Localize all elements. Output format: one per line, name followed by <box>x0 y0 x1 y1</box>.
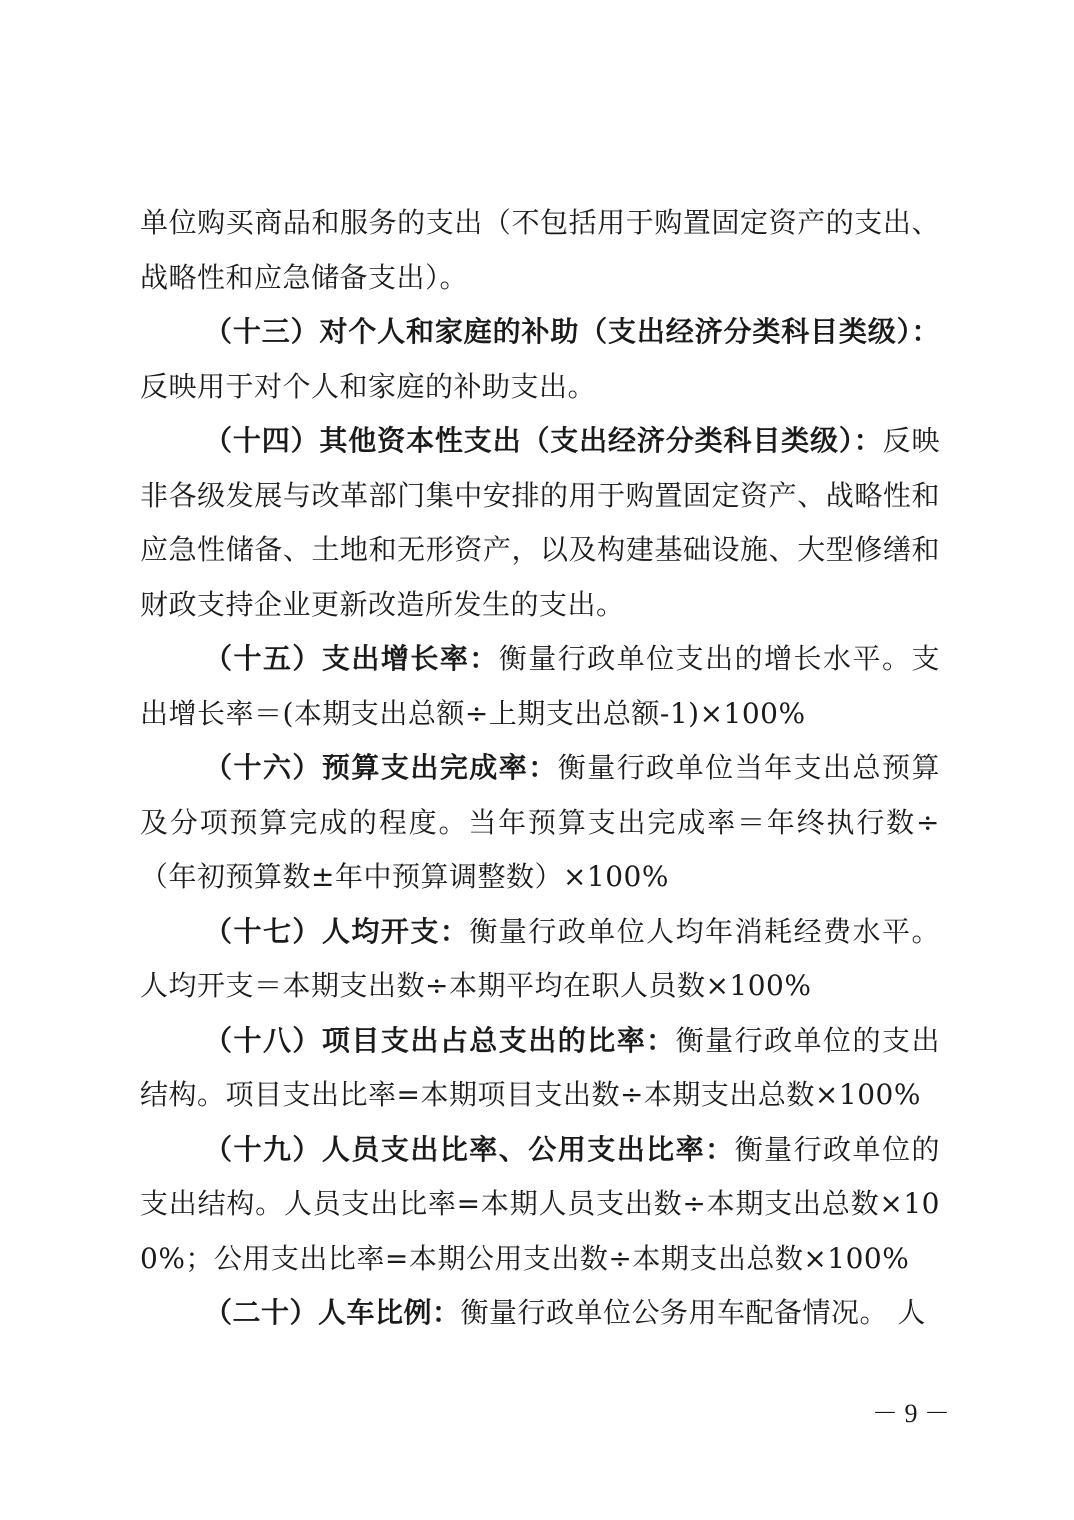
paragraph-continuation <box>140 196 940 305</box>
paragraph-text: 反映用于对个人和家庭的补助支出。 <box>140 369 597 403</box>
paragraph-item-13 <box>140 305 940 414</box>
paragraph-item-15 <box>140 632 940 741</box>
paragraph-heading: （二十）人车比例： <box>204 1296 461 1329</box>
paragraph-item-16 <box>140 741 940 905</box>
paragraph-heading: （十八）项目支出占总支出的比率： <box>204 1023 676 1057</box>
paragraph-text: 衡量行政单位支出的增长水平。支出增长率＝(本期支出总额÷上期支出总额-1)×100% <box>140 642 940 730</box>
paragraph-text: 衡量行政单位的支出结构。人员支出比率=本期人员支出数÷本期支出总数×100%；公用支出比率=本期公用支出数÷本期支出总数×100% <box>140 1132 940 1275</box>
paragraph-heading: （十六）预算支出完成率： <box>204 751 558 784</box>
paragraph-text: 单位购买商品和服务的支出（不包括用于购置固定资产的支出、战略性和应急储备支出）。 <box>140 206 940 294</box>
page-body <box>140 196 940 1341</box>
paragraph-item-14 <box>140 414 940 632</box>
paragraph-heading: （十七）人均开支： <box>204 914 470 948</box>
paragraph-item-18 <box>140 1014 940 1123</box>
paragraph-heading: （十九）人员支出比率、公用支出比率： <box>204 1132 735 1166</box>
paragraph-text: 衡量行政单位当年支出总预算及分项预算完成的程度。当年预算支出完成率＝年终执行数÷（年初预算数±年中预算调整数）×100% <box>140 751 940 893</box>
page-number: － 9 － <box>872 1399 951 1428</box>
paragraph-text: 衡量行政单位人均年消耗经费水平。人均开支＝本期支出数÷本期平均在职人员数×100% <box>140 914 940 1002</box>
paragraph-item-17 <box>140 905 940 1014</box>
paragraph-item-19 <box>140 1123 940 1287</box>
paragraph-text: 衡量行政单位的支出结构。项目支出比率=本期项目支出数÷本期支出总数×100% <box>140 1023 940 1111</box>
paragraph-heading: （十三）对个人和家庭的补助（支出经济分类科目类级）： <box>204 315 940 348</box>
paragraph-heading: （十五）支出增长率： <box>204 642 499 675</box>
paragraph-heading: （十四）其他资本性支出（支出经济分类科目类级）： <box>204 424 883 457</box>
paragraph-text: 反映非各级发展与改革部门集中安排的用于购置固定资产、战略性和应急性储备、土地和无形资产，以及构建基础设施、大型修缮和财政支持企业更新改造所发生的支出。 <box>140 424 940 621</box>
paragraph-text: 衡量行政单位公务用车配备情况。 人 <box>460 1296 926 1329</box>
paragraph-item-20 <box>140 1286 940 1341</box>
